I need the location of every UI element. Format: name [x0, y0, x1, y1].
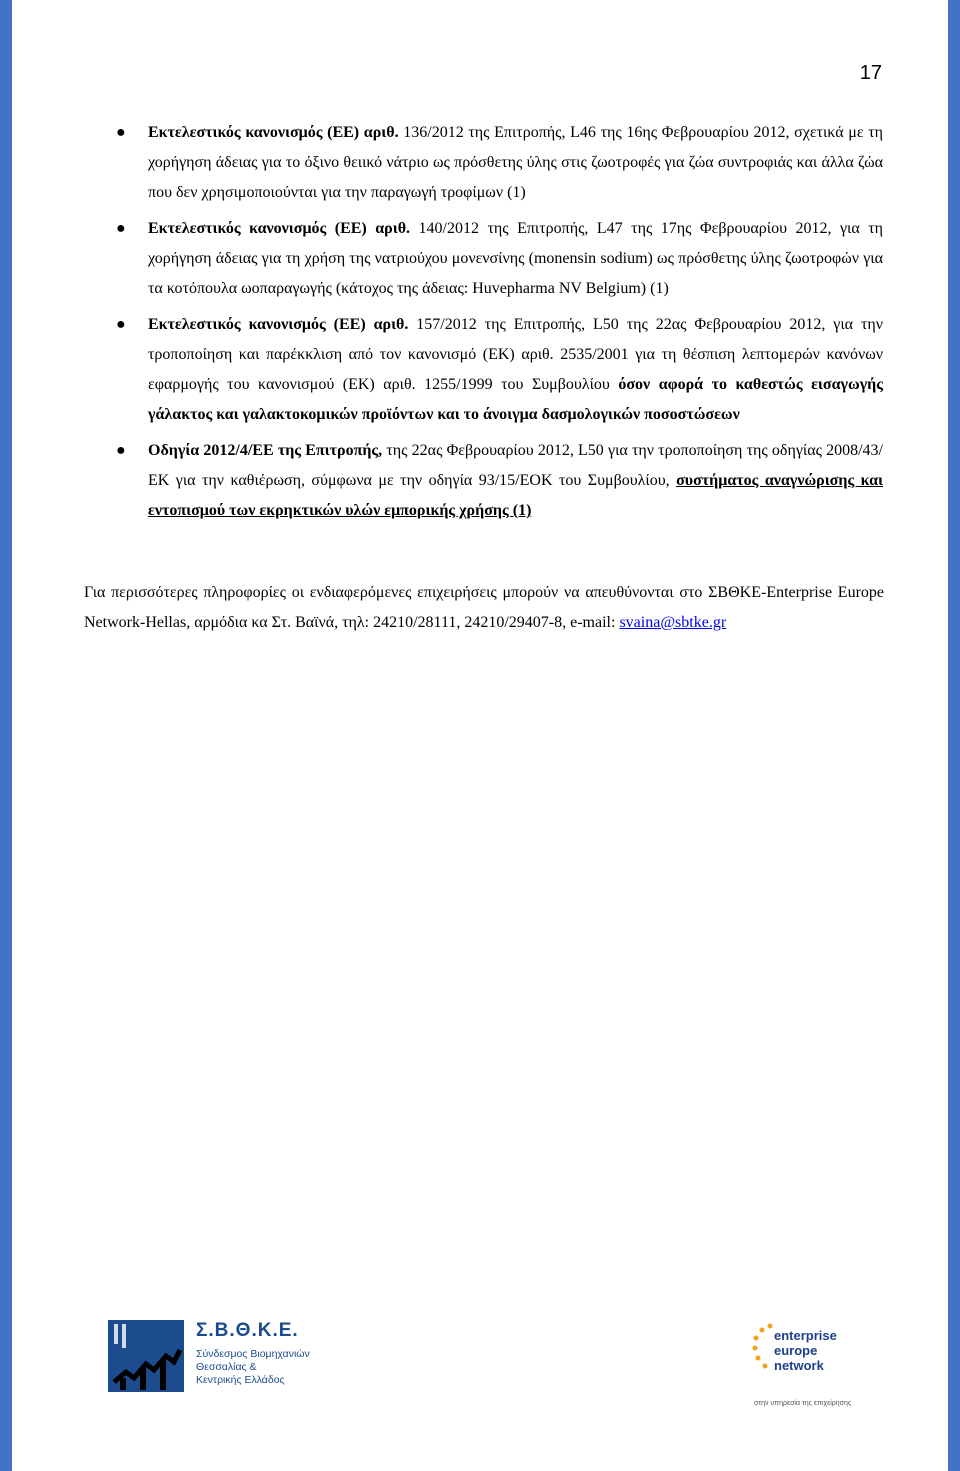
een-logo [752, 1322, 852, 1412]
item-text: της 22ας Φεβρουαρίου 2012, L50 για την τροποποίηση της οδηγίας 2008/43/ΕΚ για την καθιέρωση, σύμφωνα με την οδηγία 93/15/ΕΟΚ του Συμβουλίου, [148, 442, 883, 489]
list-item [116, 436, 883, 526]
email-link[interactable]: svaina@sbtke.gr [619, 614, 727, 631]
item-emphasis: όσον αφορά το καθεστώς εισαγωγής γάλακτος και γαλακτοκομικών προϊόντων και το άνοιγμα δασμολογικών ποσοστώσεων [148, 376, 884, 423]
een-logo-wordmark [774, 1328, 837, 1373]
item-heading: Εκτελεστικός κανονισμός (ΕΕ) αριθ. [148, 220, 419, 237]
sbtke-logo-subtitle [196, 1348, 310, 1387]
regulation-list [116, 118, 883, 532]
page-number: 17 [859, 62, 882, 84]
contact-text: Για περισσότερες πληροφορίες οι ενδιαφερόμενες επιχειρήσεις μπορούν να απευθύνονται στο ΣΒΘΚΕ-Enterprise Europe Network-Hellas, αρμόδια κα Στ. Βαϊνά, τηλ: 24210/28111, 24210/29407-8, e-mail: [84, 584, 884, 631]
sbtke-subtitle-line: Σύνδεσμος Βιομηχανιών [196, 1348, 310, 1360]
een-line: europe [774, 1343, 818, 1358]
contact-paragraph [84, 578, 884, 638]
item-text: 157/2012 της Επιτροπής, L50 της 22ας Φεβρουαρίου 2012, για την τροποποίηση και παρέκκλιση από τον κανονισμό (ΕΚ) αριθ. 2535/2001 για τη θέσπιση λεπτομερών κανόνων εφαρμογής του κανονισμού (ΕΚ) αριθ. 1255/1999 του Συμβουλίου [148, 316, 883, 393]
item-text: 136/2012 της Επιτροπής, L46 της 16ης Φεβρουαρίου 2012, σχετικά με τη χορήγηση άδειας για το όξινο θειικό νάτριο ως πρόσθετης ύλης στις ζωοτροφές για ζώα συντροφιάς και άλλα ζώα που δεν χρησιμοποιούνται για την παραγωγή τροφίμων (1) [148, 124, 884, 201]
item-heading: Οδηγία 2012/4/ΕΕ της Επιτροπής, [148, 442, 383, 459]
sbtke-subtitle-line: Θεσσαλίας & [196, 1361, 257, 1373]
list-item [116, 310, 883, 430]
item-text: 140/2012 της Επιτροπής, L47 της 17ης Φεβρουαρίου 2012, για τη χορήγηση άδειας για τη χρήση της νατριούχου μονενσίνης (monensin sodium) ως πρόσθετης ύλης ζωοτροφών για τα κοτόπουλα ωοπαραγωγής (κάτοχος της άδειας: Huvepharma NV Belgium) (1) [148, 220, 883, 297]
een-line: network [774, 1358, 824, 1373]
right-border-bar [948, 0, 960, 1471]
list-item [116, 118, 883, 208]
bullet-icon: ● [116, 124, 126, 141]
item-emphasis: συστήματος αναγνώρισης και εντοπισμού των εκρηκτικών υλών εμπορικής χρήσης (1) [148, 472, 883, 519]
bullet-icon: ● [116, 316, 126, 333]
sbtke-subtitle-line: Κεντρικής Ελλάδος [196, 1374, 285, 1386]
bullet-icon: ● [116, 442, 126, 459]
item-heading: Εκτελεστικός κανονισμός (ΕΕ) αριθ. [148, 124, 404, 141]
bullet-icon: ● [116, 220, 126, 237]
sbtke-logo [108, 1316, 318, 1396]
een-logo-tagline: στην υπηρεσία της επιχείρησης [754, 1400, 852, 1407]
item-heading: Εκτελεστικός κανονισμός (ΕΕ) αριθ. [148, 316, 417, 333]
sbtke-logo-title: Σ.Β.Θ.Κ.Ε. [196, 1320, 299, 1341]
list-item [116, 214, 883, 304]
left-border-bar [0, 0, 12, 1471]
een-line: enterprise [774, 1328, 837, 1343]
